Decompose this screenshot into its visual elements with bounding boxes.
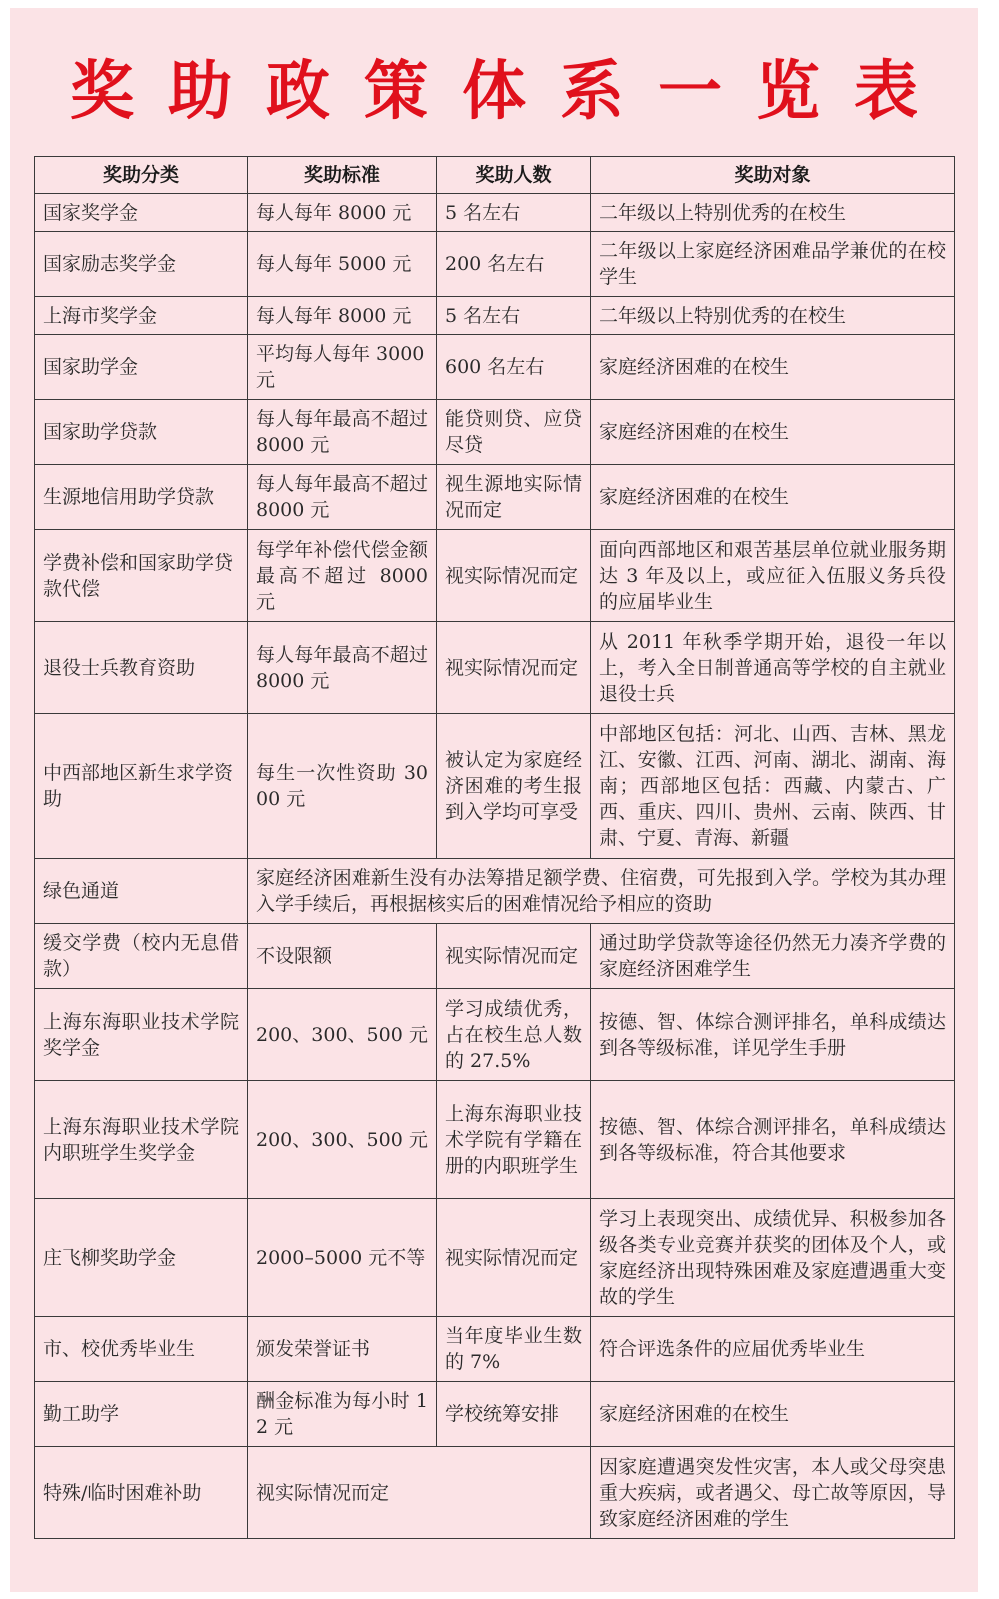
table-row — [35, 924, 955, 989]
cell-count: 200 名左右 — [437, 232, 591, 297]
cell-standard: 每人每年最高不超过 8000 元 — [248, 465, 437, 530]
cell-count: 视实际情况而定 — [437, 622, 591, 714]
cell-target: 家庭经济困难的在校生 — [591, 1382, 955, 1447]
cell-count: 被认定为家庭经济困难的考生报到入学均可享受 — [437, 714, 591, 859]
cell-count: 能贷则贷、应贷尽贷 — [437, 400, 591, 465]
cell-target: 面向西部地区和艰苦基层单位就业服务期达 3 年及以上，或应征入伍服义务兵役的应届毕业生 — [591, 530, 955, 622]
cell-merged-description: 家庭经济困难新生没有办法筹措足额学费、住宿费，可先报到入学。学校为其办理入学手续后，再根据核实后的困难情况给予相应的资助 — [248, 859, 955, 924]
cell-target: 按德、智、体综合测评排名，单科成绩达到各等级标准，符合其他要求 — [591, 1081, 955, 1199]
cell-merged-standard-count: 视实际情况而定 — [248, 1447, 591, 1539]
cell-category: 上海东海职业技术学院奖学金 — [35, 989, 248, 1081]
policy-table — [34, 156, 955, 1539]
cell-standard: 酬金标准为每小时 12 元 — [248, 1382, 437, 1447]
cell-category: 特殊/临时困难补助 — [35, 1447, 248, 1539]
cell-category: 市、校优秀毕业生 — [35, 1317, 248, 1382]
cell-count: 5 名左右 — [437, 297, 591, 335]
page-title: 奖助政策体系一览表 — [70, 55, 952, 129]
cell-count: 视生源地实际情况而定 — [437, 465, 591, 530]
header-count: 奖助人数 — [437, 157, 591, 194]
table-row — [35, 530, 955, 622]
table-row — [35, 1081, 955, 1199]
cell-standard: 每人每年 8000 元 — [248, 297, 437, 335]
table-row — [35, 232, 955, 297]
cell-standard: 不设限额 — [248, 924, 437, 989]
table-row — [35, 194, 955, 232]
table-row — [35, 859, 955, 924]
table-header-row — [35, 157, 955, 194]
table-row — [35, 335, 955, 400]
cell-category: 国家奖学金 — [35, 194, 248, 232]
cell-target: 符合评选条件的应届优秀毕业生 — [591, 1317, 955, 1382]
cell-count: 视实际情况而定 — [437, 924, 591, 989]
cell-target: 家庭经济困难的在校生 — [591, 400, 955, 465]
cell-category: 国家助学金 — [35, 335, 248, 400]
cell-target: 家庭经济困难的在校生 — [591, 335, 955, 400]
table-row — [35, 1199, 955, 1317]
header-category: 奖助分类 — [35, 157, 248, 194]
cell-count: 学校统筹安排 — [437, 1382, 591, 1447]
cell-target: 中部地区包括：河北、山西、吉林、黑龙江、安徽、江西、河南、湖北、湖南、海南；西部地区包括：西藏、内蒙古、广西、重庆、四川、贵州、云南、陕西、甘肃、宁夏、青海、新疆 — [591, 714, 955, 859]
cell-standard: 每人每年 8000 元 — [248, 194, 437, 232]
cell-category: 学费补偿和国家助学贷款代偿 — [35, 530, 248, 622]
cell-count: 5 名左右 — [437, 194, 591, 232]
cell-category: 上海东海职业技术学院内职班学生奖学金 — [35, 1081, 248, 1199]
cell-category: 庄飞柳奖助学金 — [35, 1199, 248, 1317]
cell-category: 国家励志奖学金 — [35, 232, 248, 297]
cell-category: 绿色通道 — [35, 859, 248, 924]
cell-category: 缓交学费（校内无息借款） — [35, 924, 248, 989]
cell-standard: 每学年补偿代偿金额最高不超过 8000 元 — [248, 530, 437, 622]
cell-count: 当年度毕业生数的 7% — [437, 1317, 591, 1382]
header-target: 奖助对象 — [591, 157, 955, 194]
cell-target: 学习上表现突出、成绩优异、积极参加各级各类专业竞赛并获奖的团体及个人，或家庭经济出现特殊困难及家庭遭遇重大变故的学生 — [591, 1199, 955, 1317]
cell-target: 二年级以上家庭经济困难品学兼优的在校学生 — [591, 232, 955, 297]
cell-standard: 200、300、500 元 — [248, 1081, 437, 1199]
cell-standard: 颁发荣誉证书 — [248, 1317, 437, 1382]
cell-count: 视实际情况而定 — [437, 1199, 591, 1317]
cell-target: 二年级以上特别优秀的在校生 — [591, 194, 955, 232]
cell-count: 视实际情况而定 — [437, 530, 591, 622]
cell-count: 学习成绩优秀，占在校生总人数的 27.5% — [437, 989, 591, 1081]
cell-target: 家庭经济困难的在校生 — [591, 465, 955, 530]
cell-target: 二年级以上特别优秀的在校生 — [591, 297, 955, 335]
cell-standard: 每人每年 5000 元 — [248, 232, 437, 297]
cell-count: 600 名左右 — [437, 335, 591, 400]
cell-category: 中西部地区新生求学资助 — [35, 714, 248, 859]
table-row — [35, 465, 955, 530]
cell-target: 按德、智、体综合测评排名，单科成绩达到各等级标准，详见学生手册 — [591, 989, 955, 1081]
cell-category: 上海市奖学金 — [35, 297, 248, 335]
cell-category: 国家助学贷款 — [35, 400, 248, 465]
cell-category: 退役士兵教育资助 — [35, 622, 248, 714]
table-row — [35, 714, 955, 859]
cell-category: 勤工助学 — [35, 1382, 248, 1447]
cell-standard: 每人每年最高不超过 8000 元 — [248, 400, 437, 465]
table-row — [35, 989, 955, 1081]
cell-standard: 2000–5000 元不等 — [248, 1199, 437, 1317]
cell-standard: 每生一次性资助 3000 元 — [248, 714, 437, 859]
table-row — [35, 400, 955, 465]
cell-standard: 每人每年最高不超过 8000 元 — [248, 622, 437, 714]
table-row — [35, 1382, 955, 1447]
table-row — [35, 297, 955, 335]
cell-standard: 200、300、500 元 — [248, 989, 437, 1081]
cell-category: 生源地信用助学贷款 — [35, 465, 248, 530]
cell-target: 从 2011 年秋季学期开始，退役一年以上，考入全日制普通高等学校的自主就业退役士兵 — [591, 622, 955, 714]
table-row — [35, 622, 955, 714]
header-standard: 奖助标准 — [248, 157, 437, 194]
cell-count: 上海东海职业技术学院有学籍在册的内职班学生 — [437, 1081, 591, 1199]
table-row — [35, 1317, 955, 1382]
table-row — [35, 1447, 955, 1539]
cell-standard: 平均每人每年 3000 元 — [248, 335, 437, 400]
cell-target: 通过助学贷款等途径仍然无力凑齐学费的家庭经济困难学生 — [591, 924, 955, 989]
cell-target: 因家庭遭遇突发性灾害，本人或父母突患重大疾病，或者遇父、母亡故等原因，导致家庭经济困难的学生 — [591, 1447, 955, 1539]
